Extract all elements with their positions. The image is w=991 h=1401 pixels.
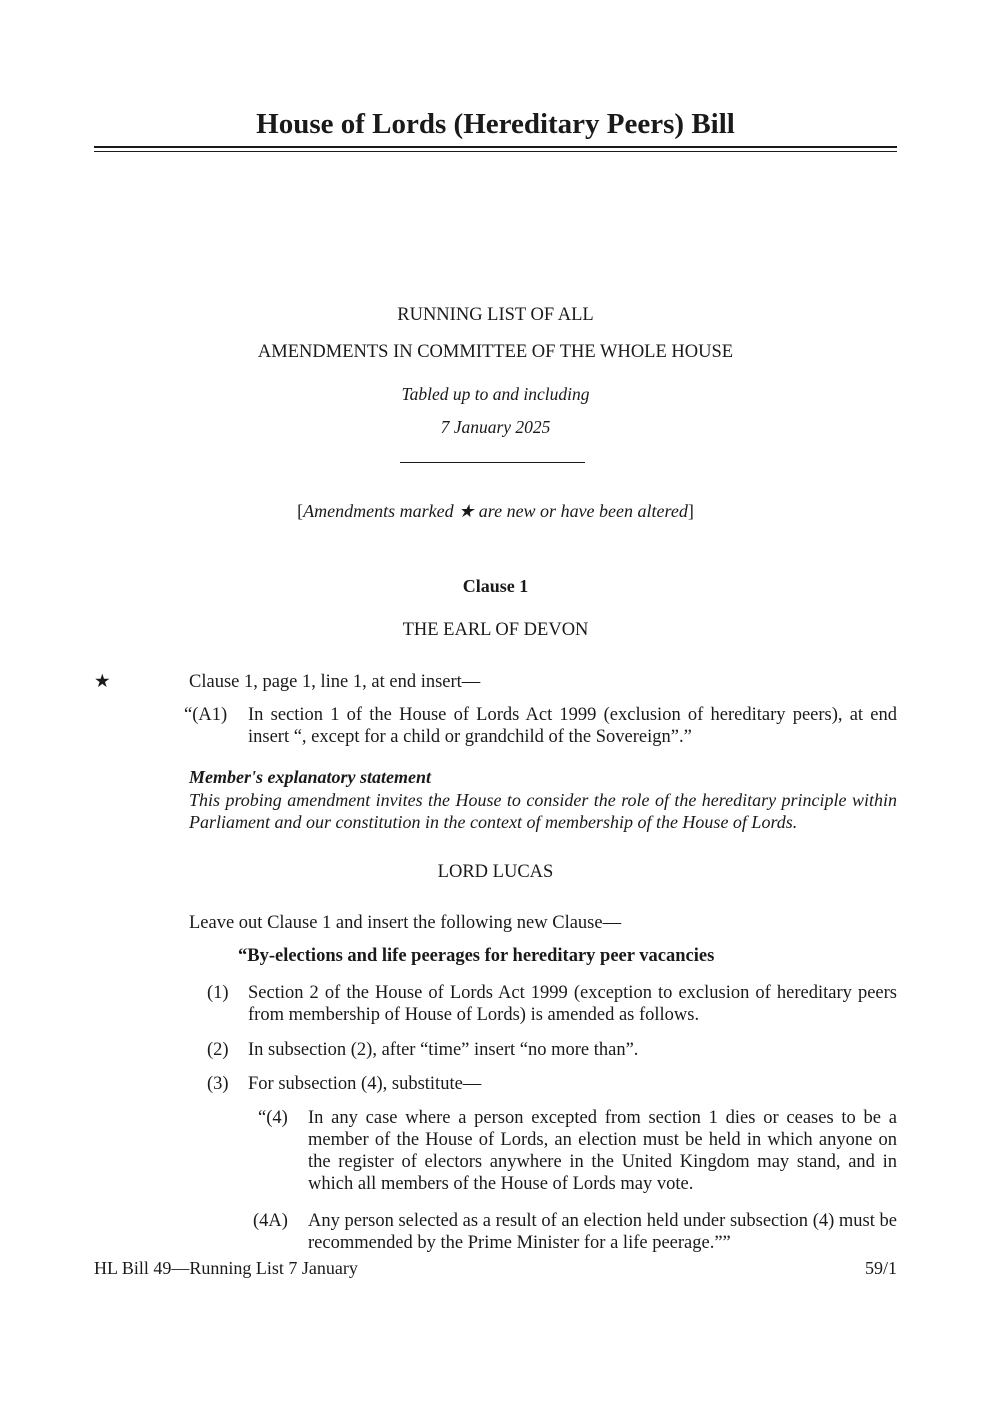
explanatory-statement-text: This probing amendment invites the House to consider the role of the hereditary principle within Parliament and our constitution in the context of membership of the House of Lords. [189,790,897,832]
subsection-number: (2) [207,1040,229,1060]
subsection-number: (1) [207,983,229,1003]
footer-bill-reference: HL Bill 49—Running List 7 January [94,1258,358,1278]
amendment2-instruction: Leave out Clause 1 and insert the following new Clause— [189,913,622,933]
new-clause-title: “By-elections and life peerages for hereditary peer vacancies [238,946,715,966]
substituted-subsection-text: Any person selected as a result of an election held under subsection (4) must be recommended by the Prime Minister for a life peerage.”” [308,1211,897,1253]
title-rule-thin [94,151,897,152]
amendment1-num: “(A1) [184,705,228,725]
subsection-number: (3) [207,1074,229,1094]
footer-page-number: 59/1 [864,1258,897,1278]
subsection-text: For subsection (4), substitute— [248,1074,482,1094]
explanatory-statement-heading: Member's explanatory statement [189,767,431,787]
substituted-subsection-text: In any case where a person excepted from section 1 dies or ceases to be a member of the House of Lords, an election must be held in which anyone on the register of electors anywhere in the United Kingdom may stand, and in which all members of the House of Lords may vote. [308,1108,897,1194]
substituted-subsection-number: (4A) [253,1211,288,1231]
star-note-open: [ [297,501,304,521]
member-name-earl-of-devon: THE EARL OF DEVON [402,620,589,640]
subsection-text: In subsection (2), after “time” insert “no more than”. [248,1040,639,1060]
bill-title: House of Lords (Hereditary Peers) Bill [256,108,735,140]
clause-heading: Clause 1 [462,576,529,596]
running-list-line1: RUNNING LIST OF ALL [397,305,594,325]
title-rule-thick [94,146,897,148]
subsection-text: Section 2 of the House of Lords Act 1999 (exception to exclusion of hereditary peers from membership of House of Lords) is amended as follows. [248,983,897,1025]
amendment1-text: In section 1 of the House of Lords Act 1999 (exclusion of hereditary peers), at end insert “, except for a child or grandchild of the Sovereign”.” [248,705,897,747]
member-name-lord-lucas: LORD LUCAS [437,862,554,882]
star-note [0,501,991,522]
running-list-line2: AMENDMENTS IN COMMITTEE OF THE WHOLE HOUSE [257,342,734,362]
substituted-subsection-number: “(4) [258,1108,288,1128]
amendment1-instruction: Clause 1, page 1, line 1, at end insert— [189,672,481,692]
star-note-close: ] [687,501,694,521]
tabled-date: 7 January 2025 [440,417,551,437]
new-amendment-star-icon: ★ [94,672,111,692]
tabled-line: Tabled up to and including [401,384,590,404]
cover-rule [400,462,585,463]
star-note-text: Amendments marked ★ are new or have been altered [303,501,688,521]
